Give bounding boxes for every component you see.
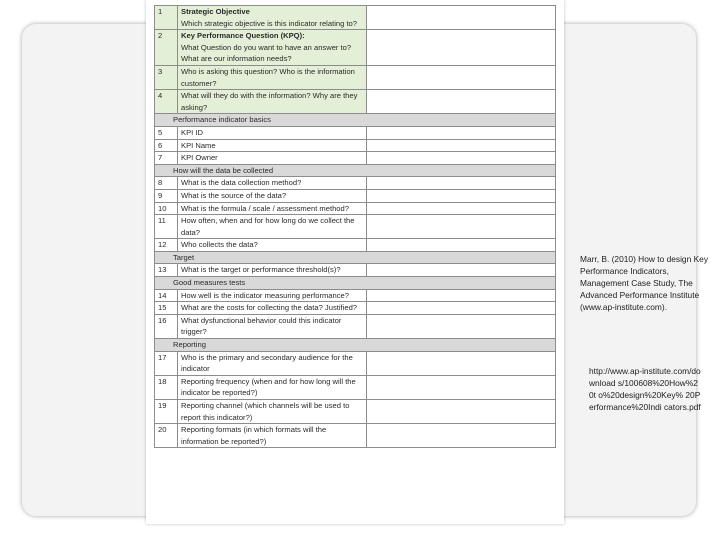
row-question — [178, 215, 367, 239]
row-text: Reporting frequency (when and for how long will the indicator be reported?) — [181, 376, 356, 398]
row-text: Reporting formats (in which formats will the information be reported?) — [181, 425, 327, 446]
row-question — [178, 351, 367, 375]
row-text: Who collects the data? — [181, 240, 258, 250]
answer-cell[interactable] — [367, 215, 556, 239]
row-number: 19 — [155, 400, 178, 424]
section-header-row — [155, 277, 556, 290]
row-number: 6 — [155, 139, 178, 152]
row-text: Who is the primary and secondary audience for the indicator — [181, 352, 353, 374]
answer-cell[interactable] — [367, 189, 556, 202]
answer-cell[interactable] — [367, 289, 556, 302]
row-text: KPI Name — [181, 140, 216, 150]
row-question — [178, 90, 367, 114]
row-number: 16 — [155, 314, 178, 338]
row-number: 17 — [155, 351, 178, 375]
row-text: What is the formula / scale / assessment method? — [181, 203, 349, 213]
row-title: Strategic Objective — [181, 7, 250, 16]
row-number: 12 — [155, 239, 178, 252]
row-question — [178, 289, 367, 302]
answer-cell[interactable] — [367, 152, 556, 165]
row-text: Who is asking this question? Who is the information customer? — [181, 66, 355, 88]
row-question — [178, 375, 367, 399]
row-text: KPI ID — [181, 127, 203, 137]
row-number: 13 — [155, 264, 178, 277]
answer-cell[interactable] — [367, 202, 556, 215]
section-header-row — [155, 114, 556, 127]
answer-cell[interactable] — [367, 65, 556, 89]
row-question — [178, 65, 367, 89]
row-question — [178, 152, 367, 165]
answer-cell[interactable] — [367, 177, 556, 190]
table-row — [155, 351, 556, 375]
table-row — [155, 202, 556, 215]
table-row — [155, 139, 556, 152]
row-title: Key Performance Question (KPQ): — [181, 31, 305, 41]
answer-cell[interactable] — [367, 90, 556, 114]
answer-cell[interactable] — [367, 6, 556, 30]
row-number: 1 — [155, 6, 178, 30]
row-text: Reporting channel (which channels will be used to report this indicator?) — [181, 401, 350, 422]
row-text: KPI Owner — [181, 153, 218, 163]
row-text: Which strategic objective is this indicator relating to? — [181, 18, 358, 28]
table-row — [155, 302, 556, 315]
row-number: 20 — [155, 424, 178, 448]
row-text: What is the source of the data? — [181, 190, 287, 200]
answer-cell[interactable] — [367, 314, 556, 338]
table-row — [155, 126, 556, 139]
answer-cell[interactable] — [367, 239, 556, 252]
table-row — [155, 6, 556, 30]
answer-cell[interactable] — [367, 375, 556, 399]
section-header-row — [155, 164, 556, 177]
row-number: 5 — [155, 126, 178, 139]
section-header-label: Good measures tests — [155, 277, 556, 290]
kpi-template-document — [146, 0, 564, 524]
table-row — [155, 215, 556, 239]
row-number: 2 — [155, 30, 178, 66]
table-row — [155, 189, 556, 202]
row-question — [178, 177, 367, 190]
answer-cell[interactable] — [367, 351, 556, 375]
row-question — [178, 239, 367, 252]
row-text: What are the costs for collecting the data? Justified? — [181, 303, 358, 313]
answer-cell[interactable] — [367, 302, 556, 315]
answer-cell[interactable] — [367, 400, 556, 424]
row-question — [178, 314, 367, 338]
answer-cell[interactable] — [367, 424, 556, 448]
section-header-label: Performance indicator basics — [155, 114, 556, 127]
table-row — [155, 314, 556, 338]
row-text: What will they do with the information? Why are they asking? — [181, 91, 358, 112]
table-row — [155, 152, 556, 165]
table-row — [155, 65, 556, 89]
row-question — [178, 126, 367, 139]
section-header-label: Reporting — [155, 339, 556, 352]
row-number: 11 — [155, 215, 178, 239]
reference-url[interactable]: http://www.ap-institute.com/download s/100608%20How%20t o%20design%20Key% 20Performance%20Indi cators.pdf — [589, 366, 701, 412]
section-header-row — [155, 251, 556, 264]
section-header-row — [155, 339, 556, 352]
row-question — [178, 30, 367, 66]
row-text: What is the target or performance threshold(s)? — [181, 265, 341, 275]
row-question — [178, 302, 367, 315]
row-question — [178, 202, 367, 215]
row-number: 9 — [155, 189, 178, 202]
table-row — [155, 375, 556, 399]
row-text: How often, when and for how long do we collect the data? — [181, 216, 355, 237]
row-number: 15 — [155, 302, 178, 315]
row-question — [178, 189, 367, 202]
row-question — [178, 424, 367, 448]
row-number: 7 — [155, 152, 178, 165]
answer-cell[interactable] — [367, 126, 556, 139]
table-row — [155, 289, 556, 302]
table-row — [155, 239, 556, 252]
row-question — [178, 139, 367, 152]
table-row — [155, 90, 556, 114]
table-row — [155, 424, 556, 448]
row-text: How well is the indicator measuring performance? — [181, 290, 349, 300]
row-question — [178, 400, 367, 424]
table-row — [155, 30, 556, 66]
answer-cell[interactable] — [367, 264, 556, 277]
row-number: 4 — [155, 90, 178, 114]
row-number: 18 — [155, 375, 178, 399]
row-question — [178, 264, 367, 277]
table-row — [155, 264, 556, 277]
row-text: What Question do you want to have an answer to? What are our information needs? — [181, 42, 352, 64]
row-number: 10 — [155, 202, 178, 215]
row-text: What dysfunctional behavior could this indicator trigger? — [181, 315, 342, 337]
row-text: What is the data collection method? — [181, 178, 302, 188]
section-header-label: How will the data be collected — [155, 164, 556, 177]
row-number: 8 — [155, 177, 178, 190]
reference-citation: Marr, B. (2010) How to design Key Performance Indicators, Management Case Study, The Advanced Performance Institute (www.ap-institute.com). — [580, 254, 709, 312]
row-number: 14 — [155, 289, 178, 302]
section-header-label: Target — [155, 251, 556, 264]
kpi-design-table — [154, 5, 556, 448]
row-number: 3 — [155, 65, 178, 89]
table-row — [155, 177, 556, 190]
table-row — [155, 400, 556, 424]
answer-cell[interactable] — [367, 30, 556, 66]
answer-cell[interactable] — [367, 139, 556, 152]
row-question — [178, 6, 367, 30]
